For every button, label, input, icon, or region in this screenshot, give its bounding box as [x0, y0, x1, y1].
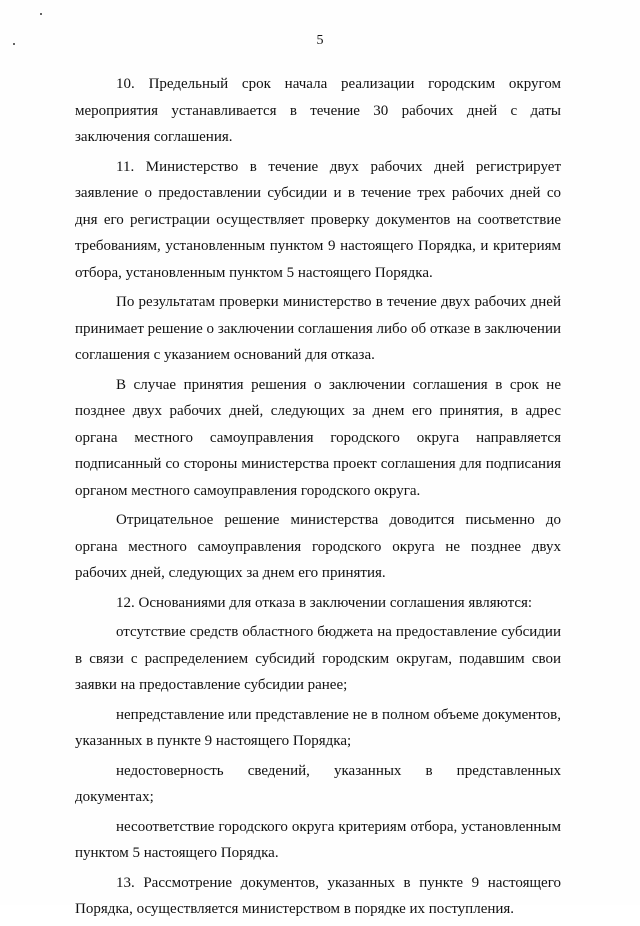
- paragraph-negative-decision: Отрицательное решение министерства доводится письменно до органа местного самоуправления городского округа не позднее двух рабочих дней, следующих за днем его принятия.: [75, 512, 561, 581]
- refusal-reason-documents: непредставление или представление не в полном объеме документов, указанных в пункте 9 настоящего Порядка;: [75, 706, 561, 749]
- paragraph-agreement-decision: В случае принятия решения о заключении соглашения в срок не позднее двух рабочих дней, следующих за днем его принятия, в адрес органа местного самоуправления городского округа направляется подписанный со стороны министерства проект соглашения для подписания органом местного самоуправления городского округа.: [75, 376, 561, 499]
- refusal-reason-budget: отсутствие средств областного бюджета на предоставление субсидии в связи с распределением субсидий городским округам, подавшим свои заявки на предоставление субсидии ранее;: [75, 624, 561, 693]
- scan-speck: [40, 13, 42, 15]
- paragraph-10: 10. Предельный срок начала реализации городским округом мероприятия устанавливается в течение 30 рабочих дней с даты заключения соглашения.: [75, 76, 561, 145]
- document-body: [75, 71, 561, 926]
- paragraph-11: 11. Министерство в течение двух рабочих дней регистрирует заявление о предоставлении субсидии и в течение трех рабочих дней со дня его регистрации осуществляет проверку документов на соответствие требованиям, установленным пунктом 9 настоящего Порядка, и критериям отбора, установленным пунктом 5 настоящего Порядка.: [75, 158, 561, 281]
- paragraph-check-results: По результатам проверки министерство в течение двух рабочих дней принимает решение о заключении соглашения либо об отказе в заключении соглашения с указанием оснований для отказа.: [75, 294, 561, 363]
- refusal-reason-inaccuracy: недостоверность сведений, указанных в представленных документах;: [75, 762, 561, 805]
- paragraph-12: 12. Основаниями для отказа в заключении соглашения являются:: [116, 594, 533, 611]
- paragraph-13: 13. Рассмотрение документов, указанных в пункте 9 настоящего Порядка, осуществляется министерством в порядке их поступления.: [75, 874, 561, 917]
- refusal-reason-criteria: несоответствие городского округа критериям отбора, установленным пунктом 5 настоящего Порядка.: [75, 818, 561, 861]
- page-number: 5: [316, 33, 324, 48]
